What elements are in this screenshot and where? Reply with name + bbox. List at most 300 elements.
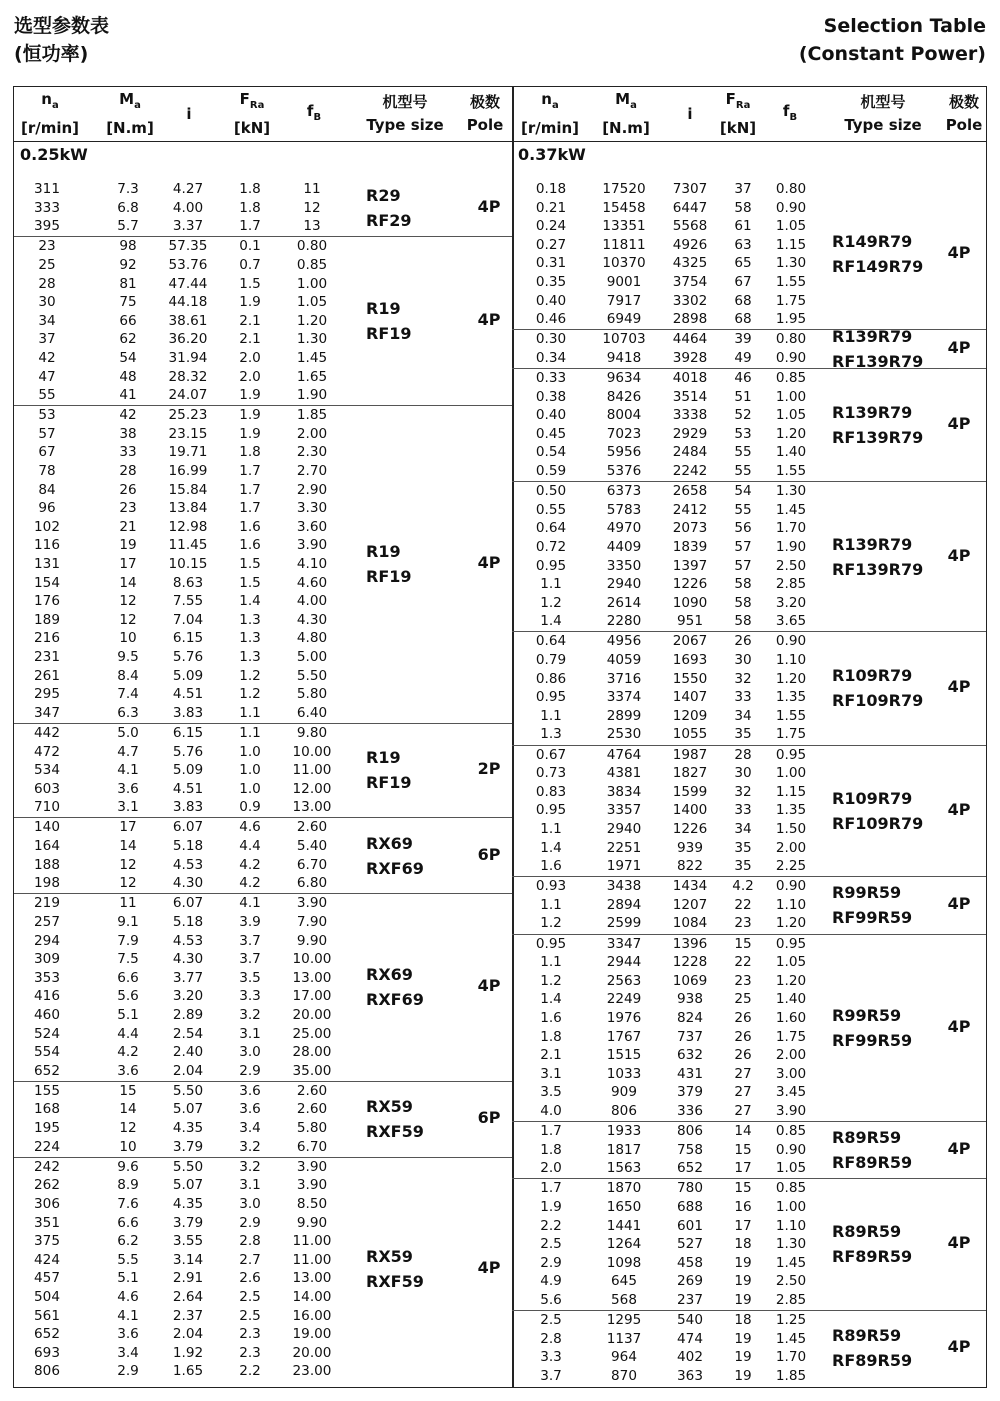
table-cell: 140: [34, 819, 60, 836]
table-cell: 231: [34, 649, 60, 665]
table-cell: 4.80: [296, 630, 328, 647]
table-cell: 3928: [672, 349, 708, 366]
table-cell: 62: [119, 331, 137, 348]
type-size-label: [366, 745, 412, 795]
table-cell: 0.72: [535, 538, 567, 555]
table-cell: 1.65: [172, 1363, 204, 1380]
table-cell: 57: [734, 538, 752, 555]
table-cell: 4.6: [117, 1288, 139, 1305]
title-cn-line2: (恒功率): [14, 43, 89, 65]
table-row: [512, 877, 986, 896]
table-cell: 0.95: [775, 746, 807, 763]
table-cell: 17.00: [292, 988, 332, 1005]
table-cell: 1.25: [775, 1312, 807, 1328]
table-cell: 1.8: [239, 181, 261, 197]
table-cell: 1226: [672, 820, 708, 837]
table-row: [512, 990, 986, 1009]
table-cell: 2.00: [296, 425, 328, 442]
table-cell: 1.55: [775, 463, 807, 479]
table-cell: 1.50: [775, 820, 807, 837]
table-cell: 938: [677, 991, 703, 1008]
table-cell: 19.71: [168, 444, 208, 461]
table-cell: 534: [34, 762, 60, 779]
table-row: [14, 1043, 512, 1062]
table-row: [14, 1195, 512, 1214]
table-cell: 1.9: [540, 1198, 562, 1215]
table-cell: 2412: [672, 501, 708, 518]
table-cell: 2.64: [172, 1288, 204, 1305]
column-header-subscript: B: [313, 111, 322, 123]
table-cell: 3.00: [775, 1065, 807, 1082]
table-cell: 3.2: [239, 1138, 261, 1155]
table-cell: 8.63: [172, 574, 204, 591]
table-cell: 3.2: [239, 1158, 261, 1175]
table-cell: 1.45: [775, 1254, 807, 1271]
table-cell: 116: [34, 537, 60, 554]
table-cell: 1.45: [775, 501, 807, 518]
table-cell: 5.18: [172, 838, 204, 854]
column-header-unit: [kN]: [233, 119, 271, 137]
table-row: [512, 746, 986, 765]
table-cell: 474: [677, 1330, 703, 1347]
table-row: [14, 1307, 512, 1326]
table-cell: 9.5: [117, 649, 139, 665]
pole-label: 4P: [947, 337, 971, 357]
table-cell: 306: [34, 1195, 60, 1212]
table-cell: 57: [734, 557, 752, 574]
table-cell: 1987: [672, 746, 708, 763]
table-cell: 98: [119, 238, 137, 255]
table-cell: 2530: [606, 726, 642, 743]
table-cell: 0.45: [535, 425, 567, 442]
table-cell: 102: [34, 518, 60, 535]
table-cell: 3.45: [775, 1084, 807, 1101]
table-cell: 6.2: [117, 1233, 139, 1250]
table-cell: 2.0: [540, 1160, 562, 1177]
column-header-symbol: F: [725, 90, 736, 108]
table-cell: 17: [119, 819, 137, 836]
column-header-symbol: 机型号: [382, 93, 428, 111]
table-cell: 25: [38, 256, 56, 273]
table-cell: 8.9: [117, 1177, 139, 1194]
table-cell: 1.6: [239, 537, 261, 554]
table-cell: 1870: [606, 1180, 642, 1197]
table-cell: 5.07: [172, 1101, 204, 1118]
table-cell: 561: [34, 1307, 60, 1324]
table-cell: 58: [734, 594, 752, 611]
column-header: [100, 87, 160, 141]
table-cell: 3302: [672, 292, 708, 309]
type-size-primary: R19: [366, 542, 401, 562]
type-size-flange: RF89R59: [832, 1152, 913, 1172]
table-cell: 424: [34, 1251, 60, 1268]
table-cell: 27: [734, 1084, 752, 1101]
column-header-label: [382, 91, 427, 114]
table-cell: 1.4: [540, 839, 562, 856]
table-row: [14, 611, 512, 630]
table-cell: 1.00: [775, 765, 807, 782]
table-cell: 23: [734, 972, 752, 989]
table-cell: 2.1: [239, 312, 261, 329]
table-cell: 188: [34, 856, 60, 873]
table-cell: 402: [677, 1349, 703, 1366]
table-cell: 58: [734, 613, 752, 630]
table-cell: 17: [734, 1160, 752, 1177]
table-cell: 2251: [606, 839, 642, 856]
table-cell: 1.7: [239, 500, 261, 517]
table-cell: 2.91: [172, 1270, 204, 1287]
type-size-label: [366, 831, 424, 881]
table-row: [14, 237, 512, 256]
table-row: [512, 1198, 986, 1217]
column-header-label: [41, 88, 58, 117]
table-cell: 92: [119, 256, 137, 273]
type-size-label: [366, 1094, 424, 1144]
table-cell: 2.8: [239, 1233, 261, 1250]
type-size-label: [832, 229, 923, 279]
table-cell: 0.35: [535, 274, 567, 290]
table-row: [14, 1362, 512, 1381]
column-header-subscript: Ra: [249, 100, 265, 111]
table-cell: 0.31: [535, 255, 567, 272]
table-cell: 12: [303, 199, 321, 216]
table-row: [512, 1348, 986, 1367]
table-row: [14, 1138, 512, 1157]
table-cell: 1.8: [239, 199, 261, 216]
table-row: [14, 518, 512, 537]
type-size-flange: RF29: [366, 210, 412, 230]
table-cell: 0.30: [535, 331, 567, 348]
table-cell: 3.60: [296, 518, 328, 535]
table-cell: 1441: [606, 1217, 642, 1234]
table-cell: 16: [734, 1198, 752, 1215]
table-row: [14, 1251, 512, 1270]
table-cell: 4.4: [239, 838, 261, 854]
table-cell: 457: [34, 1270, 60, 1287]
table-row: [512, 914, 986, 933]
table-cell: 1400: [672, 802, 708, 819]
table-cell: 1228: [672, 954, 708, 971]
table-cell: 1.90: [775, 538, 807, 555]
table-cell: 4.30: [296, 611, 328, 628]
table-row: [14, 330, 512, 349]
table-row: [512, 1179, 986, 1198]
table-row: [14, 987, 512, 1006]
table-cell: 3.79: [172, 1138, 204, 1155]
table-cell: 1207: [672, 896, 708, 913]
table-cell: 67: [38, 444, 56, 461]
table-cell: 4018: [672, 370, 708, 386]
table-row: [512, 1291, 986, 1310]
pole-label: 4P: [477, 196, 501, 216]
table-row: [14, 425, 512, 444]
table-cell: 2067: [672, 633, 708, 650]
type-size-primary: R19: [366, 748, 401, 768]
type-size-label: [832, 1323, 912, 1373]
pole-label: 4P: [947, 1337, 971, 1357]
table-cell: 75: [119, 294, 137, 311]
table-cell: 0.90: [775, 633, 807, 650]
table-cell: 5.07: [172, 1177, 204, 1194]
table-cell: 1.05: [775, 1160, 807, 1177]
table-cell: 2.1: [540, 1047, 562, 1064]
table-cell: 6.15: [172, 630, 204, 647]
table-cell: 5783: [606, 501, 642, 518]
table-cell: 2.85: [775, 1291, 807, 1308]
column-header: [350, 87, 460, 141]
table-cell: 4.30: [172, 951, 204, 968]
column-header: [712, 87, 764, 141]
type-size-primary: RX59: [366, 1097, 413, 1116]
table-cell: 4.53: [172, 856, 204, 873]
table-cell: 1.3: [239, 649, 261, 665]
table-cell: 1599: [672, 783, 708, 800]
type-size-primary: R89R59: [832, 1222, 902, 1242]
table-cell: 603: [34, 780, 60, 797]
table-cell: 1976: [606, 1009, 642, 1026]
table-cell: 1515: [606, 1047, 642, 1064]
table-cell: 3.4: [117, 1344, 139, 1361]
table-cell: 1055: [672, 726, 708, 743]
table-cell: 1.0: [239, 762, 261, 779]
table-cell: 3.79: [172, 1214, 204, 1231]
table-cell: 1.1: [239, 724, 261, 741]
type-size-flange: RF19: [366, 567, 412, 587]
column-header-unit: [r/min]: [520, 119, 580, 137]
table-cell: 4.7: [117, 743, 139, 760]
table-cell: 4.30: [172, 875, 204, 892]
pole-label: 4P: [477, 553, 501, 573]
pole-label: 4P: [477, 310, 501, 329]
table-cell: 1.40: [775, 991, 807, 1008]
pole-label: 4P: [947, 677, 971, 697]
table-cell: 4.2: [239, 875, 261, 892]
table-cell: 3.20: [775, 594, 807, 611]
table-cell: 224: [34, 1138, 60, 1155]
table-row: [512, 972, 986, 991]
table-cell: 1767: [606, 1028, 642, 1045]
table-cell: 4059: [606, 652, 642, 668]
table-cell: 2.6: [239, 1270, 261, 1287]
table-cell: 47.44: [168, 275, 208, 292]
table-cell: 2894: [606, 896, 642, 913]
table-cell: 1.75: [775, 292, 807, 309]
table-row: [512, 1367, 986, 1386]
table-cell: 3.7: [239, 951, 261, 968]
table-cell: 3.55: [172, 1233, 204, 1250]
table-cell: 26: [734, 1009, 752, 1026]
table-cell: 4.0: [540, 1102, 562, 1119]
pole-label: 4P: [477, 976, 501, 996]
table-cell: 568: [611, 1291, 637, 1308]
table-cell: 19: [734, 1349, 752, 1366]
table-row: [512, 199, 986, 218]
table-row: [14, 1288, 512, 1307]
table-cell: 2929: [672, 425, 708, 442]
table-row: [14, 743, 512, 762]
table-cell: 379: [677, 1084, 703, 1101]
table-cell: 55: [38, 387, 56, 404]
table-row: [512, 857, 986, 876]
table-row: [512, 1102, 986, 1121]
table-cell: 1.2: [540, 915, 562, 932]
table-cell: 6.6: [117, 969, 139, 986]
table-cell: 1137: [606, 1330, 642, 1347]
table-cell: 4325: [672, 255, 708, 272]
type-size-flange: RF19: [366, 324, 412, 343]
table-cell: 4956: [606, 633, 642, 650]
table-cell: 2.0: [239, 349, 261, 366]
table-cell: 19: [734, 1273, 752, 1290]
table-row: [512, 612, 986, 631]
table-cell: 7307: [672, 181, 708, 197]
table-cell: 219: [34, 895, 60, 912]
table-cell: 504: [34, 1288, 60, 1305]
table-cell: 7023: [606, 425, 642, 442]
table-cell: 269: [677, 1273, 703, 1290]
table-cell: 3.90: [296, 537, 328, 554]
table-cell: 2.54: [172, 1025, 204, 1042]
table-cell: 47: [38, 368, 56, 385]
table-cell: 3.7: [540, 1367, 562, 1384]
table-cell: 28.32: [168, 368, 208, 385]
table-row: [14, 1062, 512, 1081]
table-cell: 6.6: [117, 1214, 139, 1231]
table-cell: 0.27: [535, 236, 567, 253]
table-cell: 2.40: [172, 1044, 204, 1061]
table-cell: 46: [734, 370, 752, 386]
table-cell: 55: [734, 463, 752, 479]
table-cell: 2899: [606, 707, 642, 724]
table-cell: 5.0: [117, 724, 139, 741]
selection-table: [13, 86, 987, 1388]
table-cell: 758: [677, 1141, 703, 1158]
type-size-label: [832, 1219, 912, 1269]
table-row: [14, 574, 512, 593]
table-cell: 8426: [606, 388, 642, 405]
table-cell: 0.85: [775, 1180, 807, 1197]
table-cell: 8.4: [117, 667, 139, 684]
table-cell: 4.2: [117, 1044, 139, 1061]
table-cell: 9418: [606, 349, 642, 366]
table-cell: 6.15: [172, 724, 204, 741]
table-row: [512, 896, 986, 915]
table-cell: 3.65: [775, 613, 807, 630]
table-cell: 3.5: [239, 969, 261, 986]
table-cell: 32: [734, 670, 752, 687]
table-cell: 6373: [606, 483, 642, 500]
table-cell: 12: [119, 856, 137, 873]
table-cell: 4970: [606, 520, 642, 537]
table-cell: 3.1: [239, 1025, 261, 1042]
table-cell: 3.6: [239, 1082, 261, 1099]
type-size-label: [366, 539, 412, 589]
type-size-flange: RXF59: [366, 1122, 424, 1141]
table-cell: 4.1: [117, 762, 139, 779]
table-cell: 12: [119, 1120, 137, 1136]
table-row: [14, 648, 512, 667]
column-header: [226, 87, 278, 141]
type-size-flange: RXF69: [366, 990, 424, 1010]
table-cell: 4.1: [117, 1307, 139, 1324]
table-cell: 20.00: [292, 1006, 332, 1023]
table-cell: 54: [119, 349, 137, 366]
table-cell: 3.9: [239, 913, 261, 930]
table-cell: 31.94: [168, 349, 208, 366]
pole-label: 4P: [947, 1233, 971, 1253]
table-cell: 7.4: [117, 686, 139, 703]
column-header-symbol: i: [687, 104, 693, 123]
table-cell: 2.9: [540, 1254, 562, 1271]
table-row: [14, 667, 512, 686]
table-row: [512, 725, 986, 744]
table-cell: 1090: [672, 594, 708, 611]
table-cell: 44.18: [168, 294, 208, 311]
table-cell: 416: [34, 988, 60, 1005]
table-cell: 1.10: [775, 896, 807, 913]
type-size-flange: RF99R59: [832, 908, 913, 928]
table-cell: 3.0: [239, 1044, 261, 1061]
table-cell: 68: [734, 311, 752, 328]
table-cell: 58: [734, 576, 752, 593]
table-cell: 0.50: [535, 483, 567, 500]
table-cell: 1434: [672, 878, 708, 895]
power-rating-label: 0.25kW: [20, 145, 88, 164]
table-cell: 17: [119, 556, 137, 572]
table-cell: 4.51: [172, 686, 204, 703]
table-cell: 5.09: [172, 667, 204, 684]
table-cell: 5.1: [117, 1006, 139, 1023]
table-cell: 13.84: [168, 500, 208, 517]
table-cell: 3.1: [117, 799, 139, 816]
table-cell: 1.00: [296, 275, 328, 292]
table-row: [14, 368, 512, 387]
table-cell: 25: [734, 991, 752, 1008]
type-size-flange: RF89R59: [832, 1351, 913, 1371]
table-cell: 15: [734, 1180, 752, 1197]
table-cell: 2.5: [540, 1312, 562, 1328]
table-cell: 4764: [606, 746, 642, 763]
table-cell: 2.60: [296, 1082, 328, 1099]
table-cell: 1264: [606, 1236, 642, 1253]
column-header-subscript: Ra: [735, 100, 751, 111]
table-row: [14, 913, 512, 932]
table-cell: 3.30: [296, 500, 328, 517]
table-cell: 2940: [606, 576, 642, 593]
table-cell: 2.89: [172, 1006, 204, 1023]
table-cell: 2.50: [775, 557, 807, 574]
table-cell: 12.98: [168, 518, 208, 535]
table-row: [14, 1025, 512, 1044]
table-row: [14, 349, 512, 368]
table-row: [512, 1138, 986, 1160]
table-cell: 55: [734, 444, 752, 461]
table-cell: 4926: [672, 236, 708, 253]
table-cell: 9.80: [296, 724, 328, 741]
table-cell: 22: [734, 954, 752, 971]
table-cell: 652: [34, 1326, 60, 1343]
table-cell: 2.2: [239, 1363, 261, 1380]
table-cell: 21: [119, 518, 137, 535]
table-cell: 4.2: [239, 856, 261, 873]
table-cell: 1.5: [239, 275, 261, 292]
table-cell: 9634: [606, 370, 642, 386]
table-cell: 20.00: [292, 1344, 332, 1361]
table-cell: 13: [303, 218, 321, 235]
table-cell: 1.10: [775, 652, 807, 668]
table-cell: 1.75: [775, 726, 807, 743]
table-cell: 19: [734, 1291, 752, 1308]
